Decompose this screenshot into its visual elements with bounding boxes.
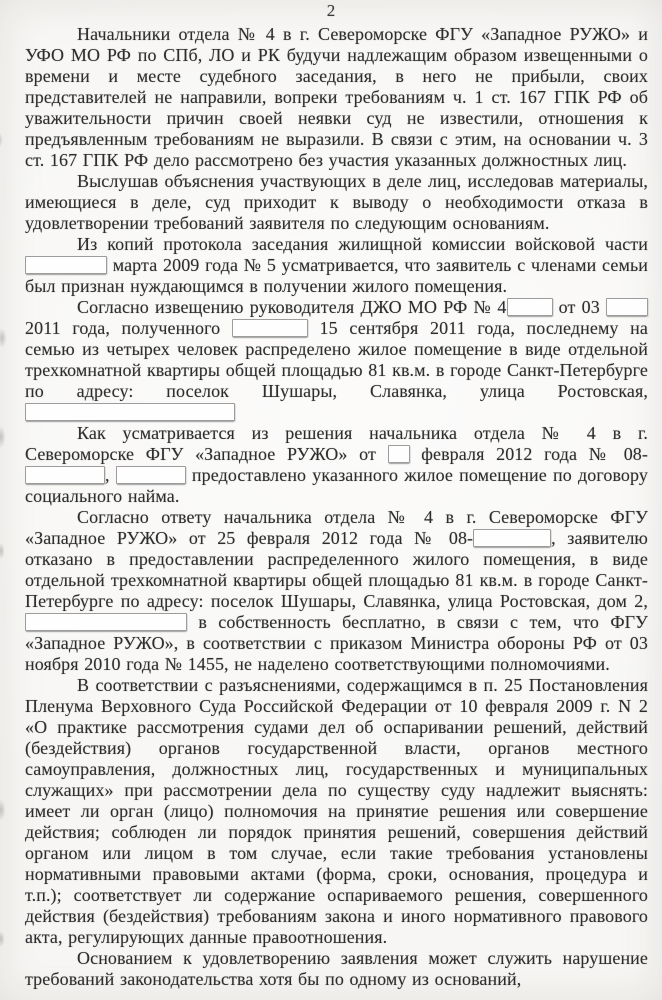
redaction-box [25, 256, 107, 274]
scan-smudge [0, 325, 8, 351]
text-segment: марта 2009 года № 5 усматривается, что заявитель с членами семьи был признан нуждающимся в получении жилого помещения. [25, 255, 648, 296]
text-segment: 2011 года, полученного [25, 318, 232, 338]
text-segment: В соответствии с разъяснениями, содержащимся в п. 25 Постановления Пленума Верховного Суда Российской Федерации от 10 февраля 2009 г. N 2 «О практике рассмотрения судами дел об оспаривании решений, действий (бездействия) органов государственной власти, органов местного самоуправления, должностных лиц, государственных и муниципальных служащих» при рассмотрении дела по существу суду надлежит выяснять: имеет ли орган (лицо) полномочия на принятие решения или совершение действия; соблюден ли порядок принятия решений, совершения действий органом или лицом в том случае, если такие требования установлены нормативными правовыми актами (форма, сроки, основания, процедура и т.п.); соответствует ли содержание оспариваемого решения, совершенного действия (бездействия) требованиям закона и иного нормативного правового акта, регулирующих данные правоотношения. [25, 675, 648, 947]
paragraph-8 [25, 948, 648, 990]
text-segment: предоставлено указанного жилое помещение по договору социального найма. [25, 465, 648, 506]
text-segment: Начальники отдела № 4 в г. Североморске ФГУ «Западное РУЖО» и УФО МО РФ по СПб, ЛО и РК будучи надлежащим образом извещенными о времени и месте судебного заседания, в него не прибыли, своих представителей не направили, вопреки требованиям ч. 1 ст. 167 ГПК РФ об уважительности причин своей неявки суд не известили, отношения к предъявленным требованиям не выразили. В связи с этим, на основании ч. 3 ст. 167 ГПК РФ дело рассмотрено без участия указанных должностных лиц. [25, 24, 648, 170]
scan-smudge [0, 540, 6, 562]
scan-smudge [0, 796, 7, 824]
page-number: 2 [326, 1, 336, 20]
redaction-box [606, 298, 648, 316]
text-segment: Основанием к удовлетворению заявления может служить нарушение требований законодательства хотя бы по одному из оснований, [25, 948, 648, 989]
paragraph-5 [25, 423, 648, 507]
redaction-box [473, 529, 551, 547]
text-segment: февраля 2012 года № 08- [409, 444, 648, 464]
paragraph-2 [25, 171, 648, 234]
paragraph-3 [25, 234, 648, 297]
redaction-box [232, 319, 308, 337]
scan-smudge [0, 422, 7, 452]
redaction-box [388, 445, 410, 463]
text-segment: , [105, 465, 116, 485]
redaction-box [25, 466, 105, 484]
redaction-box [507, 298, 553, 316]
redaction-box [25, 403, 235, 421]
text-segment: от 03 [552, 297, 606, 317]
text-segment: , заявителю отказано в предоставлении распределенного жилого помещения, в виде отдельной трехкомнатной квартиры общей площадью 81 кв.м. в городе Санкт-Петербурге по адресу: поселок Шушары, Славянка, улица Ростовская, дом 2, [25, 528, 648, 611]
paragraph-1 [25, 24, 648, 171]
text-segment: Из копий протокола заседания жилищной комиссии войсковой части [77, 234, 648, 254]
redaction-box [116, 466, 186, 484]
text-segment: в собственность бесплатно, в связи с тем, что ФГУ «Западное РУЖО», в соответствии с приказом Министра обороны РФ от 03 ноября 2010 года № 1455, не наделено соответствующими полномочиями. [25, 612, 648, 674]
paragraph-7 [25, 675, 648, 948]
text-segment: Согласно извещению руководителя ДЖО МО РФ № 4 [77, 297, 507, 317]
text-segment: Выслушав объяснения участвующих в деле лиц, исследовав материалы, имеющиеся в деле, суд приходит к выводу о необходимости отказа в удовлетворении требований заявителя по следующим основаниям. [25, 171, 648, 233]
text-segment: Согласно ответу начальника отдела № 4 в г. Североморске ФГУ «Западное РУЖО» от 25 февраля 2012 года № 08- [25, 507, 648, 548]
text-segment: 15 сентября 2011 года, последнему на семью из четырех человек распределено жилое помещение в виде отдельной трехкомнатной квартиры общей площадью 81 кв.м. в городе Санкт-Петербурге по адресу: поселок Шушары, Славянка, улица Ростовская, [25, 318, 648, 401]
scan-smudge [0, 928, 6, 950]
text-segment: Как усматривается из решения начальника отдела № 4 в г. Североморске ФГУ «Западное РУЖО» от [25, 423, 648, 464]
paragraph-4 [25, 297, 648, 423]
paragraphs [25, 24, 648, 990]
paragraph-6 [25, 507, 648, 675]
redaction-box [25, 613, 187, 631]
scan-smudge [0, 130, 4, 150]
